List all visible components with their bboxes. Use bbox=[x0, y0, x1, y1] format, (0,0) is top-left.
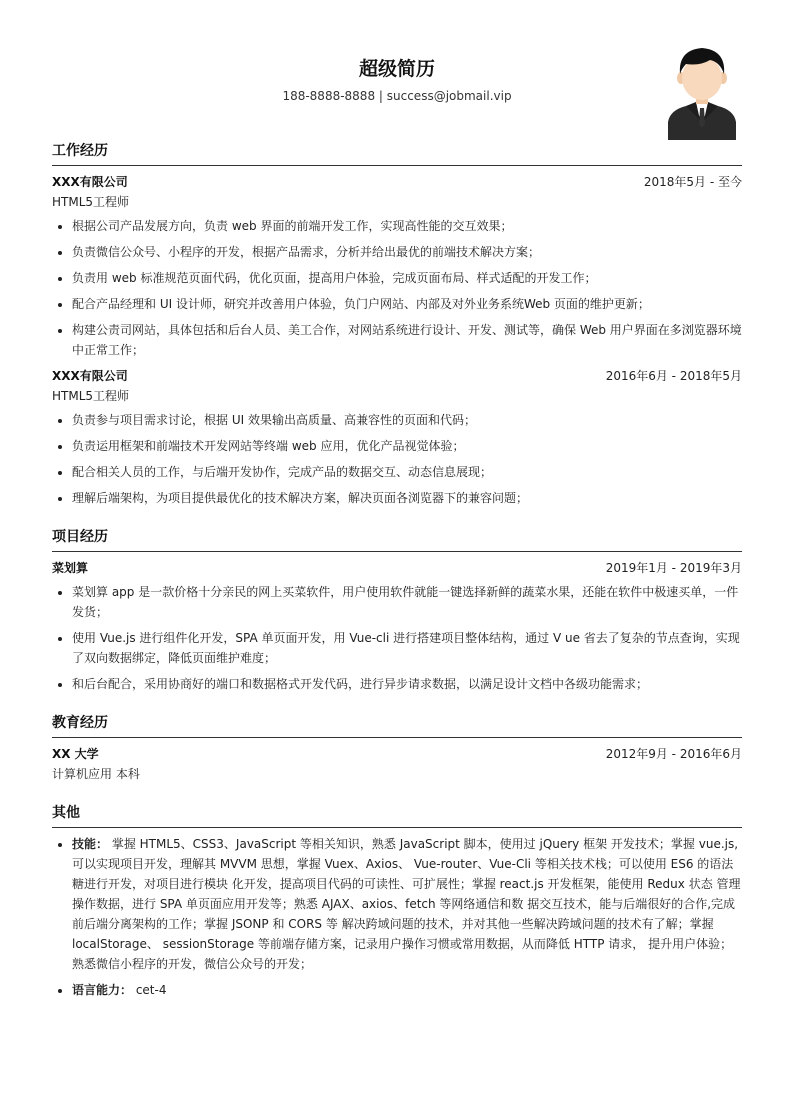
list-item: • 构建公责司网站，具体包括和后台人员、美工合作，对网站系统进行设计、开发、测试等，确保 Web 用户界面在多浏览器环境中正常工作； bbox=[72, 320, 742, 360]
skills-text: 掌握 HTML5、CSS3、JavaScript 等相关知识，熟悉 JavaScript 脚本，使用过 jQuery 框架 开发技术；掌握 vue.js,可以实现项目开发，理解其 MVVM 思想，掌握 Vuex、Axios、 Vue-router、Vue-Cli 等相关技术栈；可以使用 ES6 的语法糖进行开发，对项目进行模块 化开发，提高项目代码的可读性、可扩展性；掌握 react.js 开发框架，能使用 Redux 状态 管理操作数据，进行 SPA 单页面应用开发等；熟悉 AJAX、axios、fetch 等网络通信和数 据交互技术，能与后端很好的合作,完成前后端分离架构的工作；掌握 JSONP 和 CORS 等 解决跨域问题的技术，并对其他一些解决跨域问题的技术有了解；掌握 localStorage、 sessionStorage 等前端存储方案，记录用户操作习惯或常用数据，从而降低 HTTP 请求， 提升用户体验；熟悉微信小程序的开发，微信公众号的开发； bbox=[72, 837, 741, 971]
school-name: XX 大学 bbox=[52, 747, 99, 761]
list-item: • 负责参与项目需求讨论，根据 UI 效果输出高质量、高兼容性的页面和代码； bbox=[72, 410, 742, 430]
work-section bbox=[52, 140, 742, 508]
job-date: 2016年6月 - 2018年5月 bbox=[605, 369, 742, 383]
language-text: cet-4 bbox=[132, 983, 167, 997]
resume-page bbox=[52, 0, 742, 1018]
resume-header bbox=[52, 0, 742, 140]
company-name: XXX有限公司 bbox=[52, 369, 128, 383]
list-item: • 使用 Vue.js 进行组件化开发，SPA 单页面开发，用 Vue-cli 进行搭建项目整体结构，通过 V ue 省去了复杂的节点查询，实现了双向数据绑定，降低页面维护难度； bbox=[72, 628, 742, 668]
project-details bbox=[52, 582, 742, 694]
education-date: 2012年9月 - 2016年6月 bbox=[605, 747, 742, 761]
project-entry bbox=[52, 558, 742, 694]
list-item: • 负责微信公众号、小程序的开发，根据产品需求，分析并给出最优的前端技术解决方案； bbox=[72, 242, 742, 262]
list-item: • 负责用 web 标准规范页面代码，优化页面，提高用户体验，完成页面布局、样式适配的开发工作； bbox=[72, 268, 742, 288]
other-list bbox=[52, 834, 742, 1000]
other-section-title: 其他 bbox=[52, 802, 742, 828]
list-item: • 和后台配合，采用协商好的端口和数据格式开发代码，进行异步请求数据，以满足设计文档中各级功能需求； bbox=[72, 674, 742, 694]
company-name: XXX有限公司 bbox=[52, 175, 128, 189]
project-date: 2019年1月 - 2019年3月 bbox=[605, 561, 742, 575]
list-item: • 配合产品经理和 UI 设计师，研究并改善用户体验，负门户网站、内部及对外业务系统Web 页面的维护更新； bbox=[72, 294, 742, 314]
job-role: HTML5工程师 bbox=[52, 389, 130, 403]
projects-section-title: 项目经历 bbox=[52, 526, 742, 552]
job-duties bbox=[52, 216, 742, 360]
list-item: • 负责运用框架和前端技术开发网站等终端 web 应用，优化产品视觉体验； bbox=[72, 436, 742, 456]
job-role: HTML5工程师 bbox=[52, 195, 130, 209]
skills-item bbox=[72, 834, 742, 974]
projects-section bbox=[52, 526, 742, 694]
contact-info: 188-8888-8888 | success@jobmail.vip bbox=[282, 89, 512, 103]
list-item: • 根据公司产品发展方向，负责 web 界面的前端开发工作，实现高性能的交互效果； bbox=[72, 216, 742, 236]
other-section bbox=[52, 802, 742, 1000]
work-section-title: 工作经历 bbox=[52, 140, 742, 166]
education-section-title: 教育经历 bbox=[52, 712, 742, 738]
education-section bbox=[52, 712, 742, 784]
list-item: • 配合相关人员的工作，与后端开发协作，完成产品的数据交互、动态信息展现； bbox=[72, 462, 742, 482]
job-duties bbox=[52, 410, 742, 508]
job-date: 2018年5月 - 至今 bbox=[643, 175, 742, 189]
candidate-name: 超级简历 bbox=[358, 58, 435, 80]
language-label: 语言能力： bbox=[72, 983, 133, 997]
project-name: 菜划算 bbox=[52, 561, 89, 575]
language-item bbox=[72, 980, 742, 1000]
job-entry bbox=[52, 366, 742, 508]
skills-label: 技能： bbox=[72, 837, 109, 851]
list-item: • 菜划算 app 是一款价格十分亲民的网上买菜软件，用户使用软件就能一键选择新鲜的蔬菜水果，还能在软件中极速买单，一件发货； bbox=[72, 582, 742, 622]
major-degree: 计算机应用 本科 bbox=[52, 767, 140, 781]
job-entry bbox=[52, 172, 742, 360]
avatar bbox=[666, 44, 738, 140]
list-item: • 理解后端架构，为项目提供最优化的技术解决方案，解决页面各浏览器下的兼容问题； bbox=[72, 488, 742, 508]
